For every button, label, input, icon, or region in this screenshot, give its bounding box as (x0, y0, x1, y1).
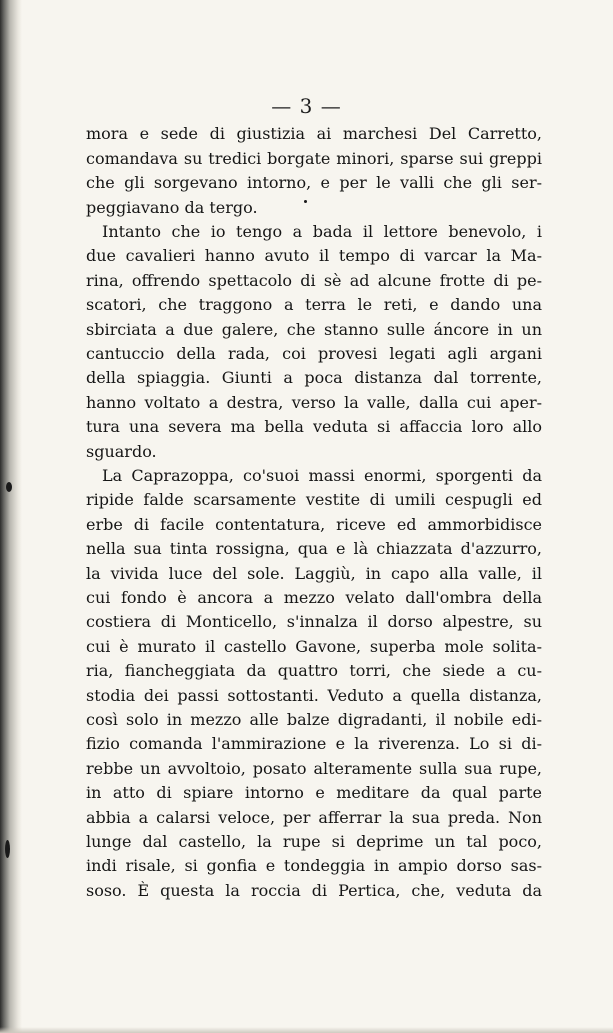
text-line: cantuccio della rada, coi provesi legati agli argani (86, 344, 542, 363)
text-line: tura una severa ma bella veduta si affaccia loro allo (86, 417, 542, 436)
text-line: rebbe un avvoltoio, posato alteramente sulla sua rupe, (86, 759, 542, 778)
text-line: che gli sorgevano intorno, e per le valli che gli ser- (86, 173, 542, 192)
text-line: stodia dei passi sottostanti. Veduto a quella distanza, (86, 686, 542, 705)
text-line: soso. È questa la roccia di Pertica, che, veduta da (86, 881, 542, 900)
text-line: comandava su tredici borgate minori, sparse sui greppi (86, 149, 542, 168)
ink-speck (5, 840, 10, 858)
text-line: abbia a calarsi veloce, per afferrar la sua preda. Non (86, 808, 542, 827)
text-line: nella sua tinta rossigna, qua e là chiazzata d'azzurro, (86, 539, 542, 558)
text-line: sguardo. (86, 442, 157, 461)
text-line: della spiaggia. Giunti a poca distanza dal torrente, (86, 368, 542, 387)
binding-shadow (0, 0, 22, 1033)
text-line: sbirciata a due galere, che stanno sulle áncore in un (86, 320, 542, 339)
text-line: in atto di spiare intorno e meditare da qual parte (86, 783, 542, 802)
text-line: cui è murato il castello Gavone, superba mole solita- (86, 637, 542, 656)
text-line: lunge dal castello, la rupe si deprime un tal poco, (86, 832, 542, 851)
text-line: due cavalieri hanno avuto il tempo di varcar la Ma- (86, 246, 542, 265)
text-line: ria, fiancheggiata da quattro torri, che siede a cu- (86, 661, 542, 680)
page-number: — 3 — (271, 94, 342, 118)
text-line: cui fondo è ancora a mezzo velato dall'ombra della (86, 588, 542, 607)
text-line: erbe di facile contentatura, riceve ed ammorbidisce (86, 515, 542, 534)
text-line: Intanto che io tengo a bada il lettore benevolo, i (102, 222, 542, 241)
text-line: ripide falde scarsamente vestite di umili cespugli ed (86, 490, 542, 509)
text-line: hanno voltato a destra, verso la valle, dalla cui aper- (86, 393, 542, 412)
text-line: mora e sede di giustizia ai marchesi Del Carretto, (86, 124, 542, 143)
text-line: costiera di Monticello, s'innalza il dorso alpestre, su (86, 612, 542, 631)
text-line: rina, offrendo spettacolo di sè ad alcune frotte di pe- (86, 271, 542, 290)
text-line: così solo in mezzo alle balze digradanti, il nobile edi- (86, 710, 542, 729)
text-line: peggiavano da tergo. (86, 198, 258, 217)
text-line: fizio comanda l'ammirazione e la riverenza. Lo si di- (86, 734, 542, 753)
ink-speck (6, 482, 12, 492)
page-bottom-edge (0, 1027, 613, 1033)
text-line: indi risale, si gonfia e tondeggia in ampio dorso sas- (86, 856, 542, 875)
text-line: la vivida luce del sole. Laggiù, in capo alla valle, il (86, 564, 542, 583)
text-line: La Caprazoppa, co'suoi massi enormi, sporgenti da (102, 466, 542, 485)
text-line: scatori, che traggono a terra le reti, e dando una (86, 295, 542, 314)
